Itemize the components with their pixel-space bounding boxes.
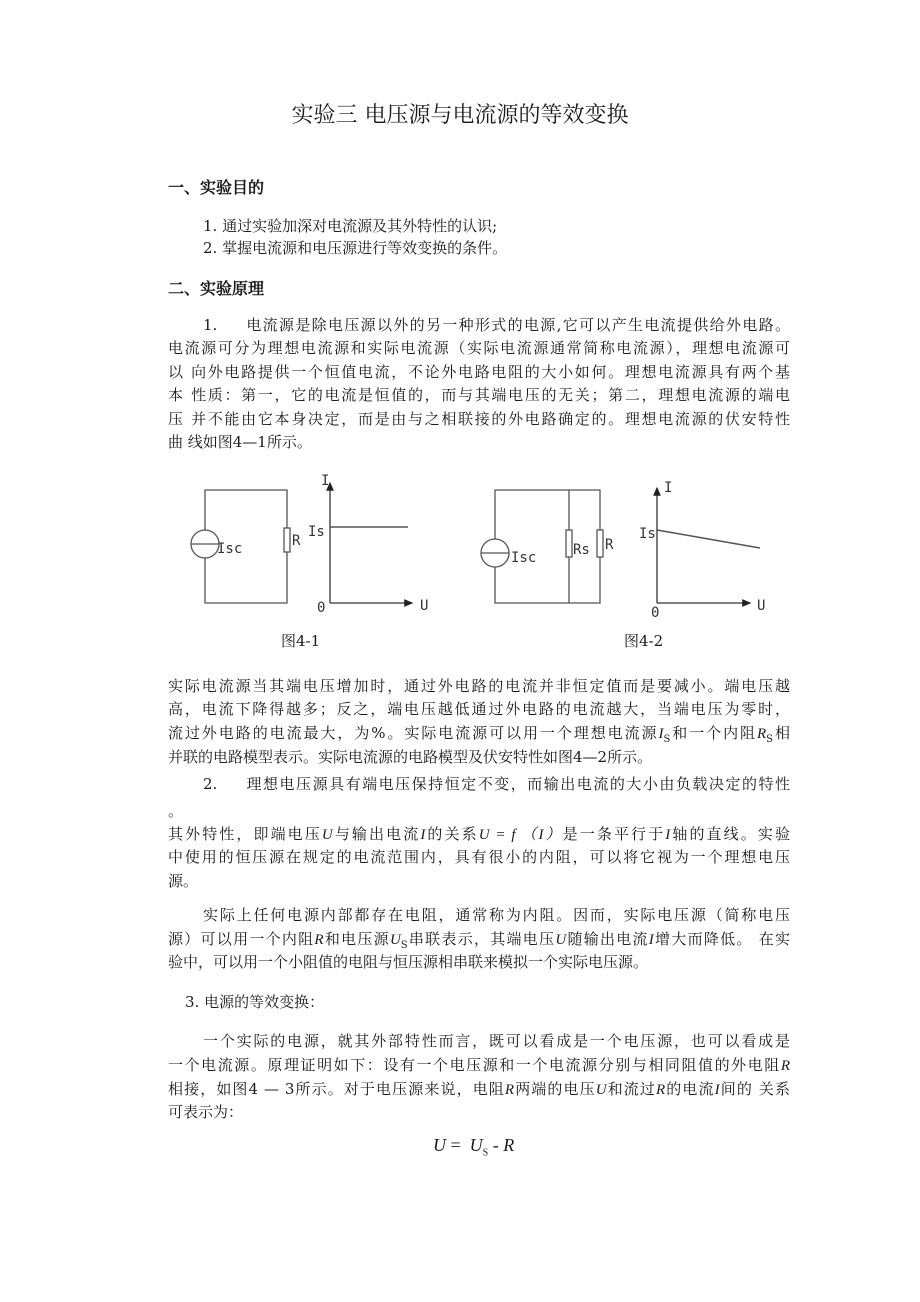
- paragraph-line: 高，电流下降得越多；反之，端电压越低通过外电路的电流越大，当端电压为零时，: [168, 700, 790, 718]
- text: 随输出电流: [566, 930, 649, 948]
- text: 的电流: [665, 1080, 715, 1098]
- paragraph-line: 一个实际的电源，就其外部特性而言，既可以看成是一个电压源，也可以看成是: [203, 1032, 790, 1050]
- paragraph-line: 中使用的恒压源在规定的电流范围内，具有很小的内阻，可以将它视为一个理想电压: [168, 848, 790, 866]
- text: 流过外电路的电流最大，为%。实际电流源可以用一个理想电流源: [168, 724, 659, 742]
- resistor-icon: [284, 528, 290, 552]
- math: I: [648, 932, 654, 948]
- math: R: [656, 1082, 666, 1098]
- paragraph-line: 源。: [168, 872, 199, 890]
- math: R: [504, 1082, 515, 1098]
- iv-curve: [657, 530, 760, 548]
- resistor-label: R: [605, 537, 614, 553]
- subheading: 3. 电源的等效变换：: [185, 993, 325, 1011]
- math: I: [714, 1082, 720, 1098]
- math: U: [595, 1082, 607, 1098]
- section-heading-objective: 一、实验目的: [168, 178, 265, 197]
- paragraph-line: 电流源可分为理想电流源和实际电流源（实际电流源通常简称电流源），理想电流源可: [168, 339, 790, 357]
- math: - R: [488, 1135, 515, 1155]
- text: 是一条平行于: [562, 825, 666, 843]
- paragraph-line: 压 并不能由它本身决定，而是由与之相联接的外电路确定的。理想电流源的伏安特性: [168, 410, 790, 428]
- math-sub: S: [482, 1147, 489, 1159]
- item-number: 2.: [203, 775, 218, 793]
- math-op: =: [446, 1135, 470, 1155]
- paragraph-line: [168, 722, 790, 744]
- paragraph-line: 可表示为：: [168, 1103, 244, 1121]
- math-sub: S: [400, 940, 408, 951]
- origin-label: 0: [651, 605, 660, 621]
- math: R: [314, 932, 324, 948]
- item-number: 1.: [203, 316, 218, 334]
- origin-label: 0: [317, 600, 326, 616]
- paragraph-line: [168, 823, 790, 845]
- math: U: [555, 932, 567, 948]
- paragraph-line: 验中，可以用一个小阻值的电阻与恒压源相串联来模拟一个实际电压源。: [168, 953, 649, 971]
- math: U = f （I）: [478, 827, 563, 843]
- figure-caption: 图4-1: [281, 632, 321, 650]
- math: I: [665, 827, 671, 843]
- resistor-icon: [566, 530, 572, 557]
- paragraph-line: 。: [168, 802, 184, 820]
- text: 两端的电压: [514, 1080, 596, 1098]
- text: 的关系: [425, 825, 479, 843]
- figure-caption: 图4-2: [624, 632, 664, 650]
- y-axis-label: I: [664, 480, 673, 496]
- source-label: Isc: [511, 550, 537, 566]
- figure-4-1-graph: [330, 483, 412, 603]
- level-label: Is: [308, 524, 325, 540]
- page-title: 实验三 电压源与电流源的等效变换: [291, 103, 629, 128]
- objective-item: 2. 掌握电流源和电压源进行等效变换的条件。: [203, 239, 508, 257]
- math: U: [321, 827, 333, 843]
- math: U: [389, 932, 401, 948]
- formula: [433, 1135, 514, 1159]
- rs-label: Rs: [573, 542, 590, 558]
- level-label: Is: [639, 526, 656, 542]
- paragraph-line: 本 性质：第一，它的电流是恒值的，而与其端电压的无关；第二，理想电流源的端电: [168, 386, 790, 404]
- math: I: [420, 827, 426, 843]
- paragraph-line: 实际上任何电源内部都存在电阻，通常称为内阻。因而，实际电压源（简称电压: [203, 906, 790, 924]
- text: 相接，如图4 — 3所示。对于电压源来说，电阻: [168, 1080, 505, 1098]
- resistor-icon: [597, 530, 603, 557]
- math-sub: S: [663, 734, 671, 745]
- text: 间的 关系: [719, 1080, 790, 1098]
- paragraph-line: 实际电流源当其端电压增加时，通过外电路的电流并非恒定值而是要减小。端电压越: [168, 677, 790, 695]
- text: 增大而降低。 在实: [653, 930, 790, 948]
- text: 一个电流源。原理证明如下：设有一个电压源和一个电流源分别与相同阻值的外电阻: [168, 1056, 781, 1074]
- x-axis-label: U: [757, 598, 766, 614]
- section-heading-principle: 二、实验原理: [168, 279, 265, 298]
- text: 理想电压源具有端电压保持恒定不变，而输出电流的大小由负载决定的特性: [245, 775, 790, 793]
- paragraph-line: 曲 线如图4—1所示。: [168, 433, 312, 451]
- resistor-label: R: [292, 533, 301, 549]
- paragraph-line: [168, 928, 790, 950]
- paragraph-line: 并联的电路模型表示。实际电流源的电路模型及伏安特性如图4—2所示。: [168, 748, 653, 766]
- math: U: [469, 1135, 483, 1155]
- y-axis-label: I: [321, 473, 330, 489]
- text: 和一个内阻: [670, 724, 757, 742]
- text: 与输出电流: [332, 825, 421, 843]
- text: 串联表示，其端电压: [407, 930, 556, 948]
- text: 源）可以用一个内阻: [168, 930, 315, 948]
- source-label: Isc: [217, 541, 243, 557]
- paragraph-line: [168, 1054, 790, 1076]
- math: R: [780, 1058, 790, 1074]
- text: 和流过: [606, 1080, 657, 1098]
- figure-4-2-graph: [657, 488, 760, 603]
- text: 相: [773, 724, 790, 742]
- math: I: [658, 726, 664, 742]
- math: U: [433, 1135, 446, 1155]
- objective-item: 1. 通过实验加深对电流源及其外特性的认识;: [203, 217, 498, 235]
- math-sub: S: [766, 734, 774, 745]
- text: 和电压源: [323, 930, 390, 948]
- paragraph-line: [203, 773, 790, 795]
- x-axis-label: U: [420, 598, 429, 614]
- paragraph-line: [168, 1078, 790, 1100]
- math: R: [757, 726, 767, 742]
- paragraph-line: 以 向外电路提供一个恒值电流，不论外电路电阻的大小如何。理想电流源具有两个基: [168, 363, 790, 381]
- text: 轴的直线。实验: [670, 825, 790, 843]
- text: 电流源是除电压源以外的另一种形式的电源,它可以产生电流提供给外电路。: [245, 316, 790, 334]
- text: 其外特性，即端电压: [168, 825, 322, 843]
